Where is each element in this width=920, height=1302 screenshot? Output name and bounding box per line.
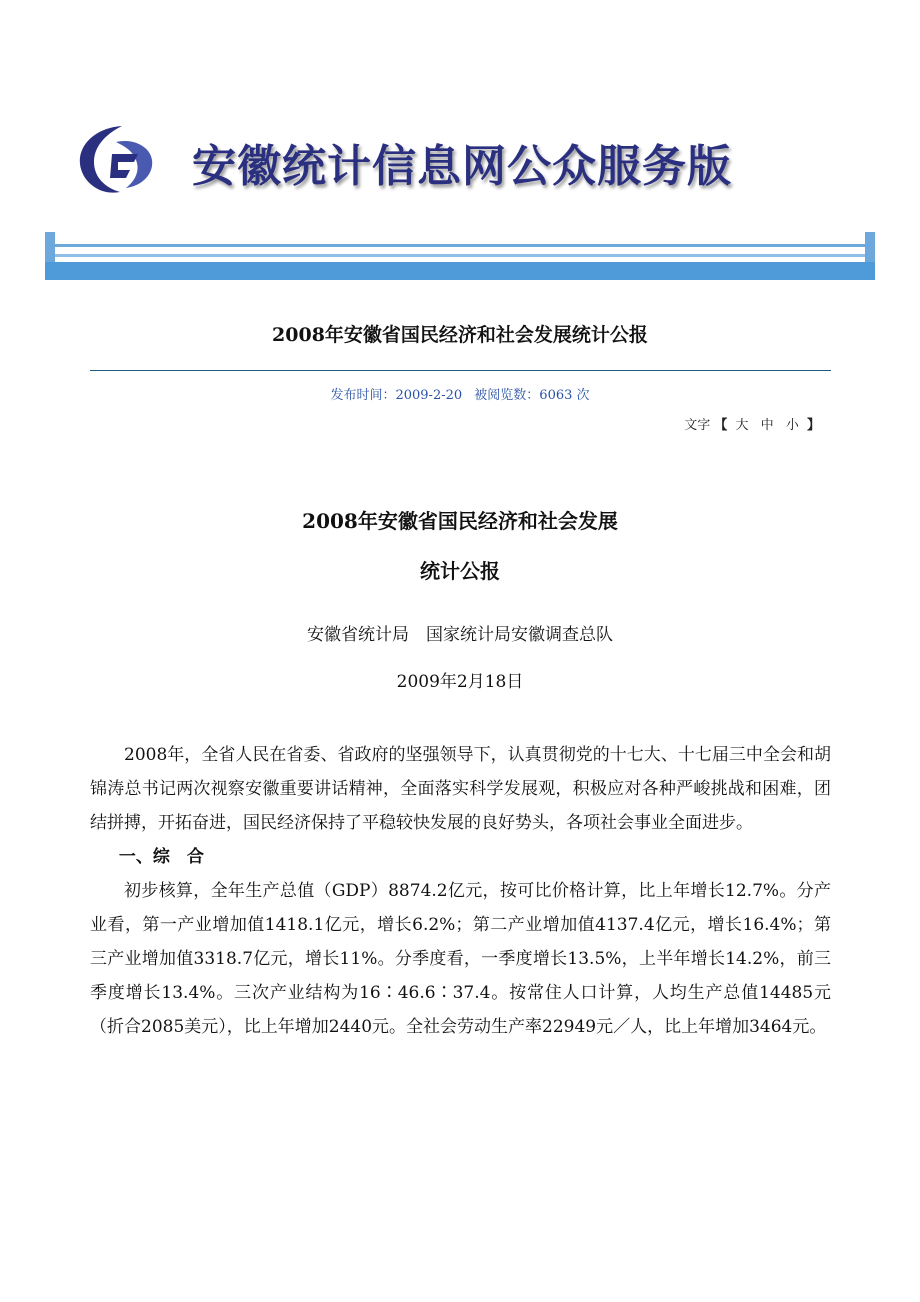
font-size-small[interactable]: 小 <box>785 418 799 433</box>
report-title-line-2: 统计公报 <box>420 559 500 583</box>
header-band <box>45 232 875 280</box>
report-body <box>90 738 831 1044</box>
font-size-selector <box>684 414 820 433</box>
page-title: 2008年安徽省国民经济和社会发展统计公报 <box>272 324 648 346</box>
report-title-line-1: 2008年安徽省国民经济和社会发展 <box>302 509 618 533</box>
font-size-large[interactable]: 大 <box>735 418 749 433</box>
font-size-medium[interactable]: 中 <box>760 418 774 433</box>
site-title: 安徽统计信息网公众服务版 <box>192 141 732 192</box>
report-date: 2009年2月18日 <box>396 672 524 692</box>
section-heading: 一、综 合 <box>118 847 204 867</box>
publish-time: 发布时间：2009-2-20 <box>330 388 463 403</box>
section-paragraph: 初步核算，全年生产总值（GDP）8874.2亿元，按可比价格计算，比上年增长12.7%。分产业看，第一产业增加值1418.1亿元，增长6.2%；第二产业增加值4137.4亿元，增长16.4%；第三产业增加值3318.7亿元，增长11%。分季度看，一季度增长13.5%，上半年增长14.2%，前三季度增长13.4%。三次产业结构为16∶46.6∶37.4。按常住人口计算，人均生产总值14485元（折合2085美元），比上年增加2440元。全社会劳动生产率22949元／人，比上年增加3464元。 <box>90 881 831 1037</box>
title-divider <box>90 370 831 371</box>
site-banner <box>0 0 920 290</box>
view-count: 被阅览数：6063 次 <box>474 388 590 403</box>
swoosh-logo-icon <box>76 120 160 200</box>
intro-paragraph: 2008年，全省人民在省委、省政府的坚强领导下，认真贯彻党的十七大、十七届三中全会和胡锦涛总书记两次视察安徽重要讲话精神，全面落实科学发展观，积极应对各种严峻挑战和困难，团结拼搏，开拓奋进，国民经济保持了平稳较快发展的良好势头，各项社会事业全面进步。 <box>90 745 831 833</box>
font-size-label: 文字 <box>684 418 711 433</box>
open-bracket: 【 <box>714 418 728 433</box>
article-meta <box>0 384 920 403</box>
report-issuer: 安徽省统计局 国家统计局安徽调查总队 <box>307 625 613 645</box>
close-bracket: 】 <box>806 418 820 433</box>
